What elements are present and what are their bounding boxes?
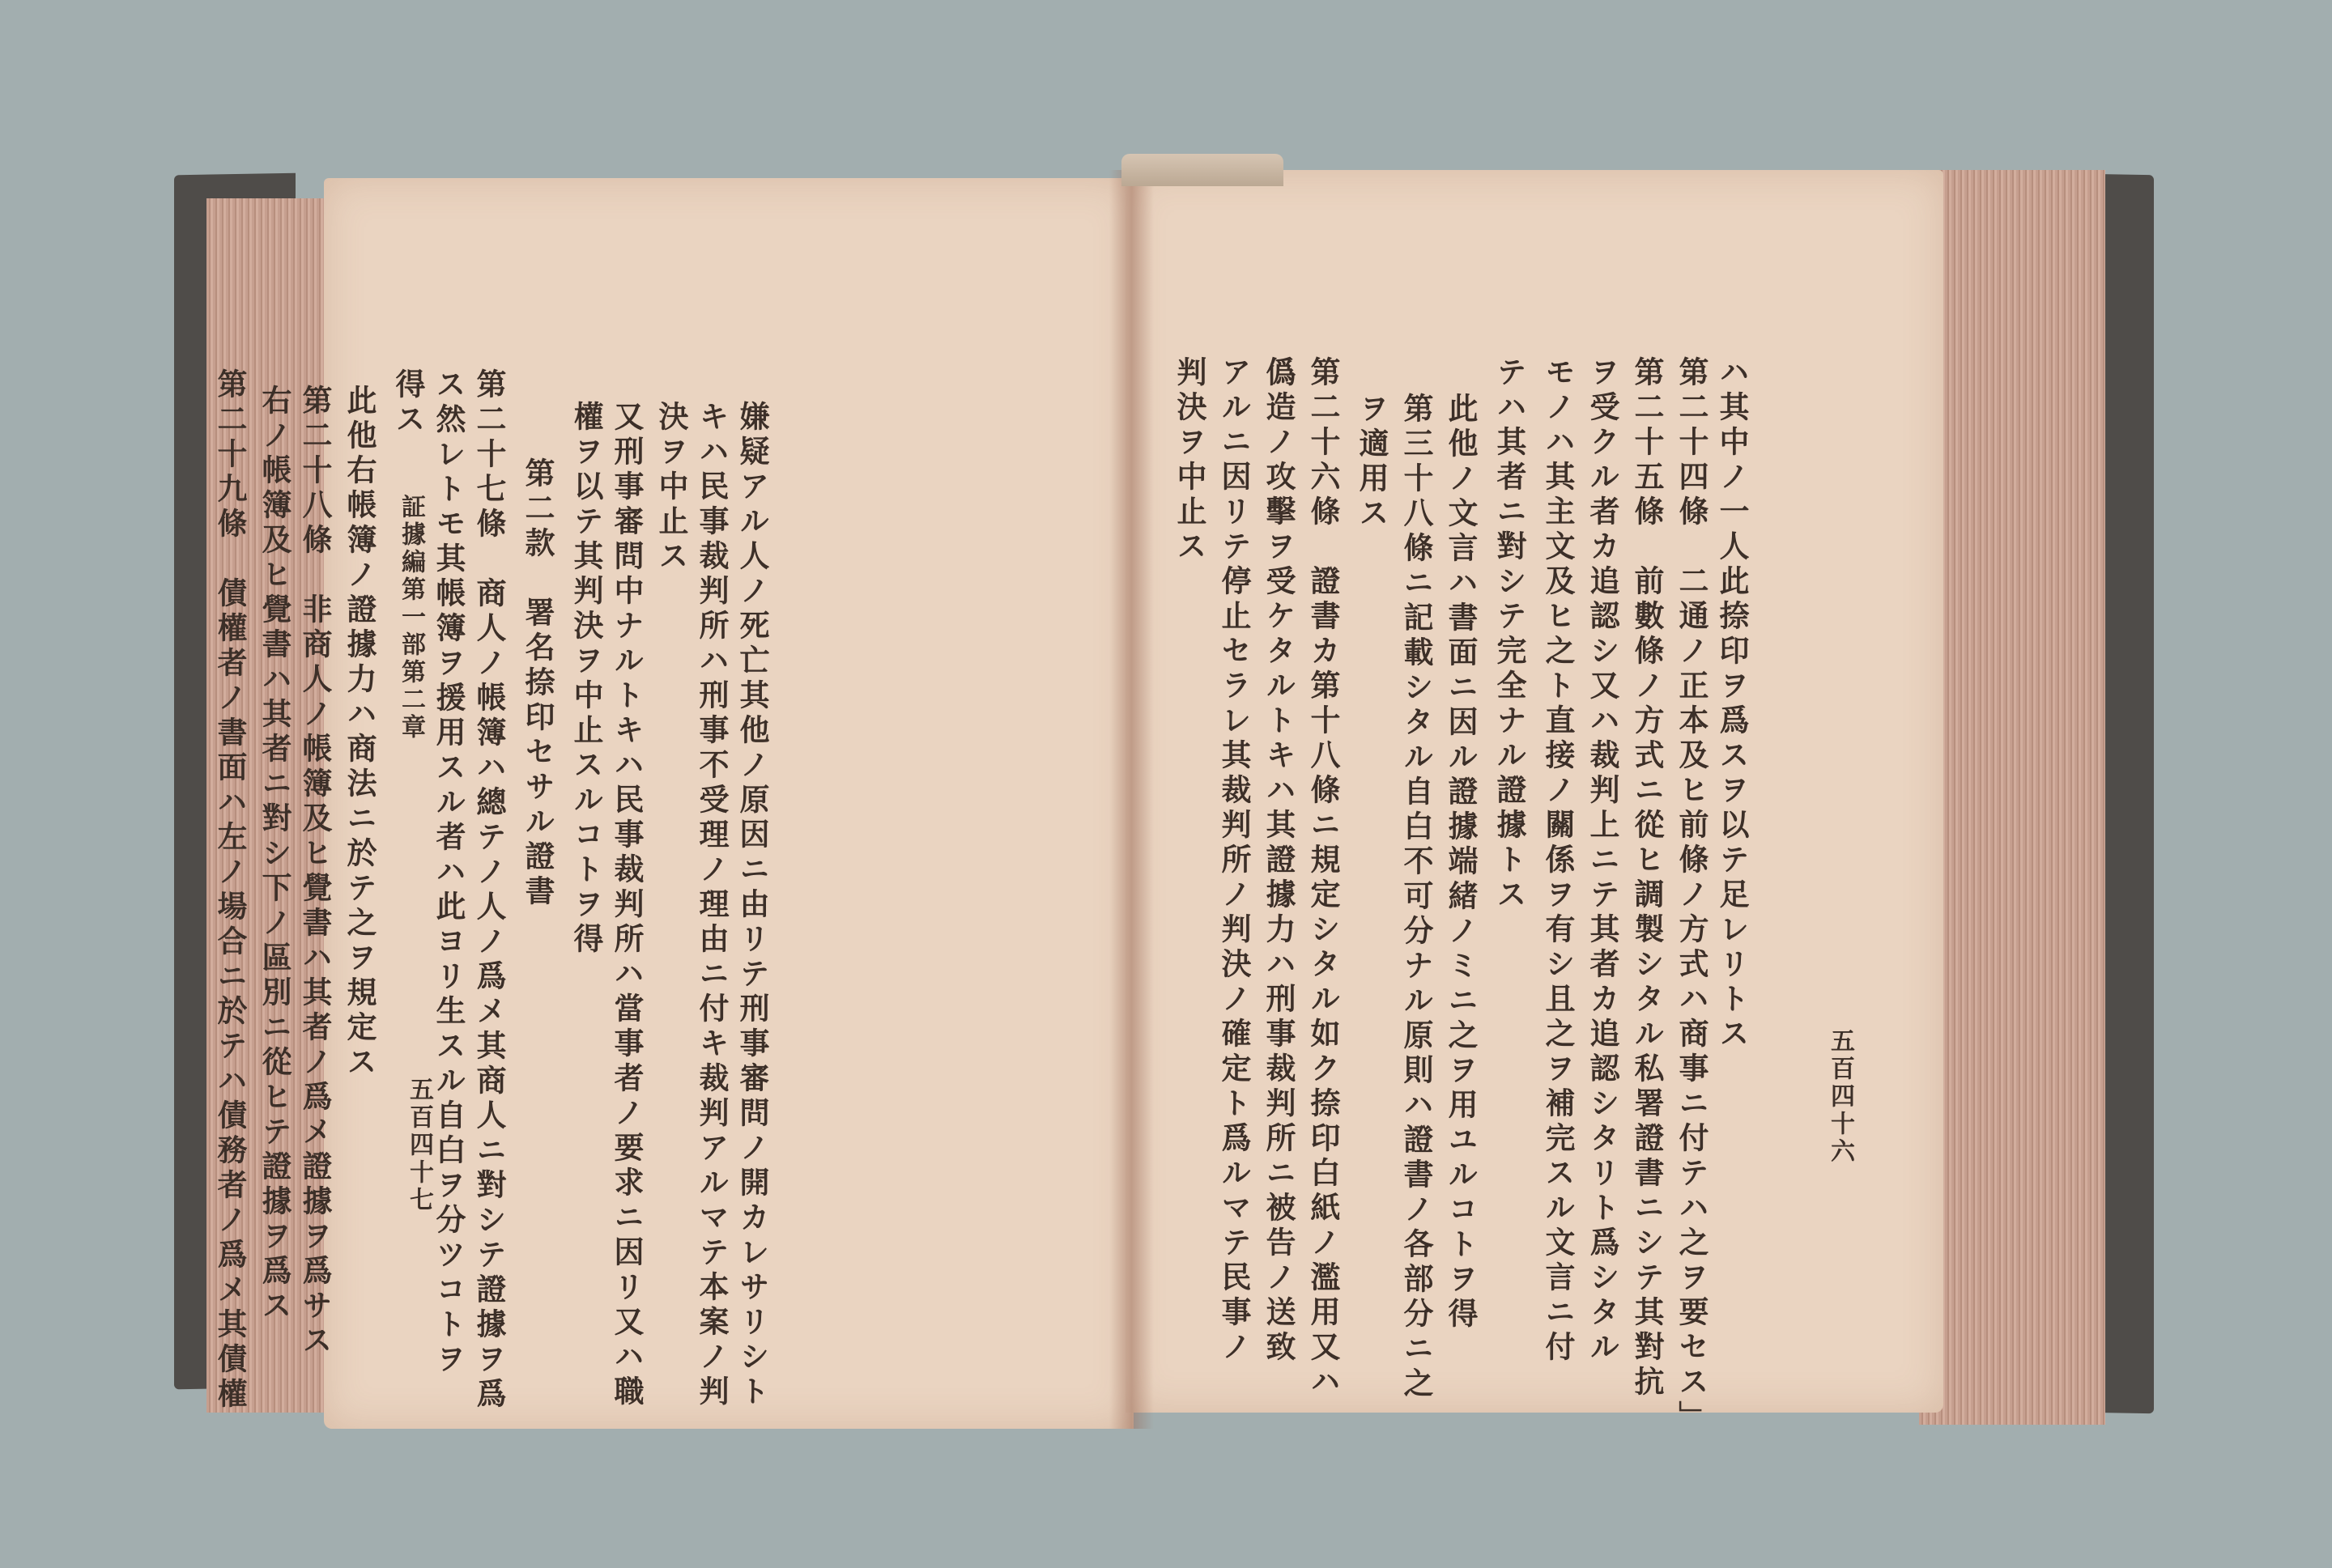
text-line: 判決ヲ中止ス <box>1172 356 1207 565</box>
text-line: キハ民事裁判所ハ刑事不受理ノ理由ニ付キ裁判アルマテ本案ノ判 <box>694 401 730 1410</box>
text-line: 第二十五條 前數條ノ方式ニ從ヒ調製シタル私署證書ニシテ其對抗 <box>1629 356 1665 1400</box>
book-gutter <box>1109 170 1154 1429</box>
text-line: 第二十四條 二通ノ正本及ヒ前條ノ方式ハ商事ニ付テハ之ヲ要セス」 <box>1674 356 1709 1435</box>
text-line: 又刑事審問中ナルトキハ民事裁判所ハ當事者ノ要求ニ因リ又ハ職 <box>609 401 645 1410</box>
text-line: 第二十九條 債權者ノ書面ハ左ノ場合ニ於テハ債務者ノ爲メ其債權 <box>212 368 248 1413</box>
spine-tab <box>1121 154 1283 186</box>
text-line: 第二十六條 證書カ第十八條ニ規定シタル如ク捺印白紙ノ濫用又ハ <box>1305 356 1341 1400</box>
text-line: 嫌疑アル人ノ死亡其他ノ原因ニ由リテ刑事審問ノ開カレサリシト <box>734 401 770 1410</box>
text-line: 右ノ帳簿及ヒ覺書ハ其者ニ對シ下ノ區別ニ從ヒテ證據ヲ爲ス <box>257 385 292 1324</box>
text-line: 權ヲ以テ其判決ヲ中止スルコトヲ得 <box>568 401 604 958</box>
text-line: ハ其中ノ一人此捺印ヲ爲スヲ以テ足レリトス <box>1714 356 1750 1052</box>
text-line: ヲ受クル者カ追認シ又ハ裁判上ニテ其者カ追認シタリト爲シタル <box>1585 356 1620 1366</box>
text-line: 此他ノ文言ハ書面ニ因ル證據端緒ノミニ之ヲ用ユルコトヲ得 <box>1443 393 1479 1332</box>
section-heading: 第二款 署名捺印セサル證書 <box>520 457 555 910</box>
text-line: モノハ其主文及ヒ之ト直接ノ關係ヲ有シ且之ヲ補完スル文言ニ付 <box>1540 356 1576 1366</box>
text-line: 得ス <box>390 368 426 438</box>
left-page <box>212 178 1134 1429</box>
page-number-right: 五百四十六 <box>1826 1028 1854 1166</box>
text-line: 第二十七條 商人ノ帳簿ハ總テノ人ノ爲メ其商人ニ對シテ證據ヲ爲 <box>471 368 507 1413</box>
text-line: ス然レトモ其帳簿ヲ援用スル者ハ此ヨリ生スル自白ヲ分ツコトヲ <box>431 368 466 1378</box>
page-edges-right <box>1919 170 2105 1425</box>
text-line: テハ其者ニ對シテ完全ナル證據トス <box>1492 356 1527 913</box>
text-line: 僞造ノ攻擊ヲ受ケタルトキハ其證據力ハ刑事裁判所ニ被告ノ送致 <box>1261 356 1296 1366</box>
right-page <box>1126 170 1943 1435</box>
page-number-left: 五百四十七 <box>405 1077 433 1214</box>
text-line: 決ヲ中止ス <box>653 401 689 575</box>
text-line: 此他右帳簿ノ證據力ハ商法ニ於テ之ヲ規定ス <box>342 385 377 1081</box>
text-line: 第三十八條ニ記載シタル自白不可分ナル原則ハ證書ノ各部分ニ之 <box>1398 393 1434 1402</box>
text-line: アルニ因リテ停止セラレ其裁判所ノ判決ノ確定ト爲ルマテ民事ノ <box>1216 356 1252 1366</box>
text-line: 第二十八條 非商人ノ帳簿及ヒ覺書ハ其者ノ爲メ證據ヲ爲サス <box>297 385 333 1359</box>
running-head-left: 証據編第一部第二章 <box>397 494 425 742</box>
text-line: ヲ適用ス <box>1354 393 1389 532</box>
